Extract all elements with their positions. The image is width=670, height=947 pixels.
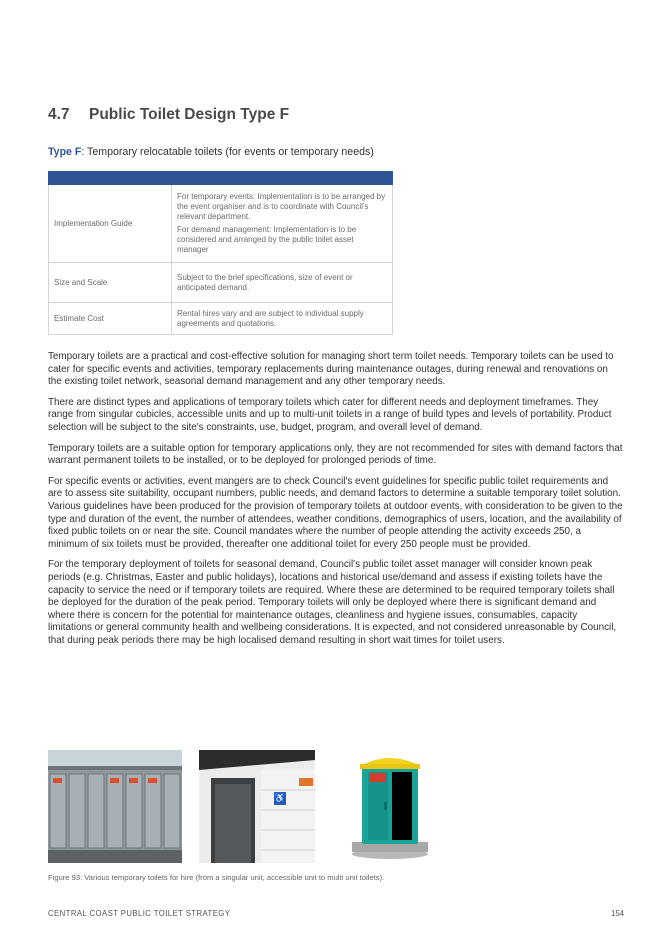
row-label: Implementation Guide <box>49 185 172 263</box>
row-paragraph: Subject to the brief specifications, size of event or anticipated demand. <box>177 272 353 292</box>
type-description: : Temporary relocatable toilets (for events or temporary needs) <box>81 146 374 158</box>
table-row-size <box>49 263 393 303</box>
figure-caption: Figure 93: Various temporary toilets for hire (from a singular unit, accessible unit to multi unit toilets). <box>48 873 385 882</box>
table-header-bar <box>49 172 393 185</box>
portable-toilet-illustration <box>350 750 430 860</box>
accessible-toilet-unit-photo <box>199 750 315 863</box>
table-row-cost <box>49 303 393 335</box>
table-row-implementation <box>49 185 393 263</box>
row-value <box>172 185 393 263</box>
body-paragraph: Temporary toilets are a practical and cost-effective solution for managing short term toilet needs. Temporary toilets can be used to cater for specific events and activities, temporary replacements during maintenance outages, during renewal and renovations on the existing toilet network, seasonal demand management and any other temporary needs. <box>48 351 614 388</box>
row-value <box>172 263 393 303</box>
row-label: Size and Scale <box>49 263 172 303</box>
body-text <box>48 351 623 655</box>
type-label: Type F <box>48 146 82 158</box>
body-paragraph: Temporary toilets are a suitable option for temporary applications only, they are not recommended for sites with demand factors that warrant permanent toilets to be installed, or to be deployed for prolonged periods of time. <box>48 442 623 467</box>
accessible-toilet-illustration <box>199 750 315 863</box>
section-number: 4.7 <box>48 106 70 123</box>
section-heading <box>48 106 289 124</box>
multi-unit-toilets-photo <box>48 750 182 863</box>
row-label: Estimate Cost <box>49 303 172 335</box>
row-paragraph: For demand management: Implementation is to be considered and arranged by the public toilet asset manager <box>177 225 357 254</box>
single-portable-toilet-photo <box>350 750 430 860</box>
wheelchair-icon: ♿ <box>274 793 286 803</box>
design-type-subtitle <box>48 146 374 158</box>
body-paragraph: For specific events or activities, event mangers are to check Council's event guidelines for specific public toilet requirements and are to assess site suitability, occupant numbers, public needs, and demand factors to determine a suitable temporary toilet solution. Various guidelines have been produced for the provision of temporary toilets at outdoor events, with consideration to be given to the type and duration of the event, the number of attendees, weather conditions, demographics of users, location, and the availability of fixed public toilets on or near the site. Council mandates where the number of people attending the activity exceeds 250, a minimum of six toilets must be provided, thereafter one additional toilet for every 250 people must be provided. <box>48 475 623 550</box>
design-info-table <box>48 171 393 335</box>
section-title: Public Toilet Design Type F <box>89 106 290 123</box>
body-paragraph: For the temporary deployment of toilets for seasonal demand, Council's public toilet asset manager will consider known peak periods (e.g. Christmas, Easter and public holidays), locations and historical use/demand and assess if existing toilets have the capacity to service the need or if temporary toilets are required. Where these are determined to be required temporary toilets shall be deployed for the duration of the peak period. Temporary toilets will only be deployed where there is significant demand and where there is concern for the potential for maintenance outages, cleanliness and hygiene issues, consumables, capacity limitations or general community health and wellbeing considerations. It is expected, and not considered unreasonable by Council, that during peak periods there may be high localised demand resulting in short wait times for toilet users. <box>48 559 617 646</box>
body-paragraph: There are distinct types and applications of temporary toilets which cater for different needs and deployment timeframes. They range from singular cubicles, accessible units and up to multi-unit toilets in a range of build types and levels of portability. Product selection will be subject to the site's constraints, use, budget, program, and overall level of demand. <box>48 396 612 433</box>
footer-title: CENTRAL COAST PUBLIC TOILET STRATEGY <box>48 909 231 918</box>
row-value <box>172 303 393 335</box>
page-number: 154 <box>610 909 624 918</box>
multi-unit-toilets-illustration <box>48 750 182 863</box>
row-paragraph: Rental hires vary and are subject to individual supply agreements and quotations. <box>177 308 364 328</box>
row-paragraph: For temporary events: Implementation is to be arranged by the event organiser and is to coordinate with Council's relevant department. <box>177 192 386 221</box>
